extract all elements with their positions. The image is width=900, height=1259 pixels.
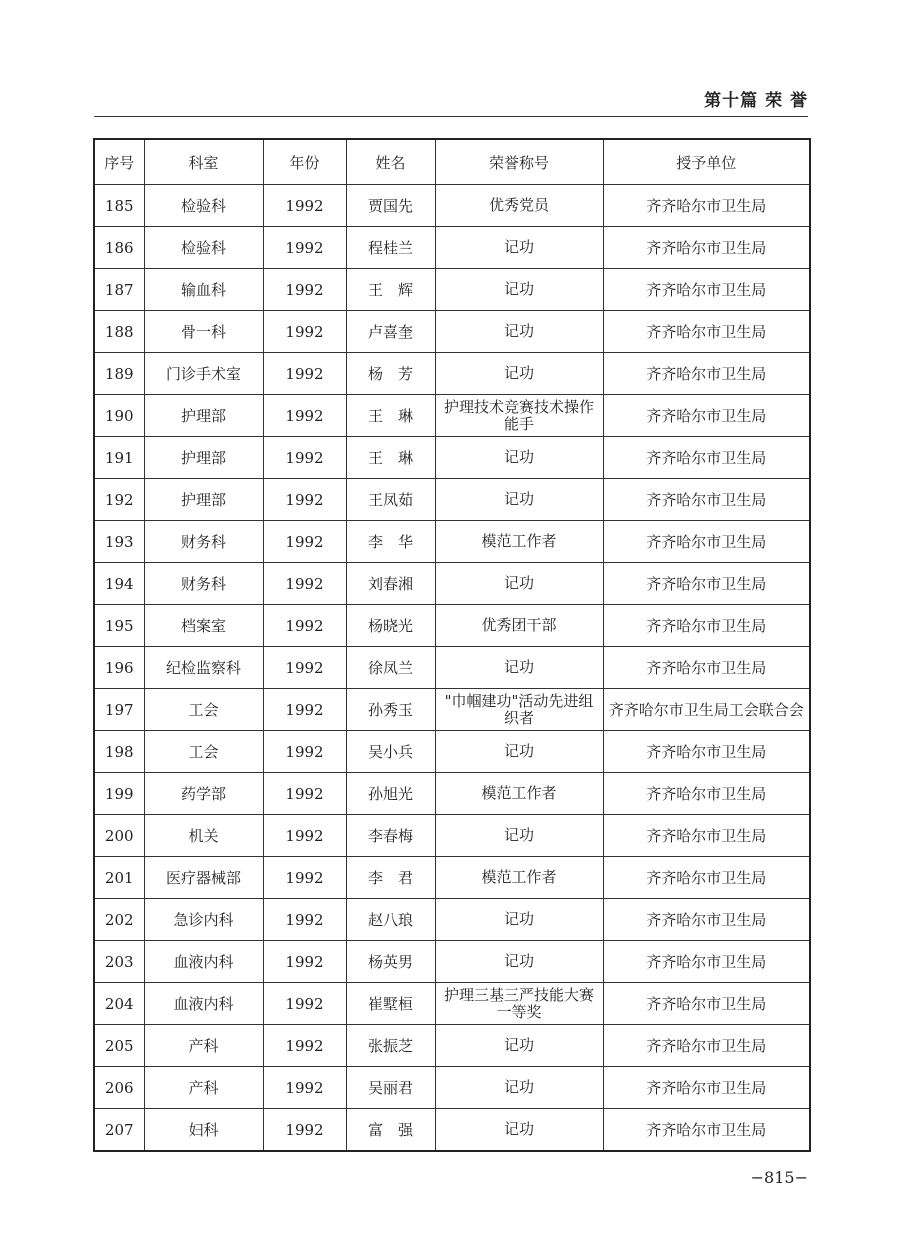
table-row xyxy=(94,857,810,899)
cell-index: 185 xyxy=(94,185,144,227)
cell-name: 崔墅桓 xyxy=(346,983,435,1025)
cell-name: 王 琳 xyxy=(346,437,435,479)
cell-index: 190 xyxy=(94,395,144,437)
table-row xyxy=(94,689,810,731)
cell-granting-unit: 齐齐哈尔市卫生局 xyxy=(603,227,810,269)
cell-name: 王 琳 xyxy=(346,395,435,437)
cell-honor-title: 记功 xyxy=(435,479,603,521)
cell-honor-title: "巾帼建功"活动先进组织者 xyxy=(435,689,603,731)
cell-name: 孙旭光 xyxy=(346,773,435,815)
cell-granting-unit: 齐齐哈尔市卫生局 xyxy=(603,983,810,1025)
cell-granting-unit: 齐齐哈尔市卫生局 xyxy=(603,647,810,689)
cell-index: 186 xyxy=(94,227,144,269)
cell-department: 护理部 xyxy=(144,437,263,479)
table-row xyxy=(94,227,810,269)
cell-department: 血液内科 xyxy=(144,941,263,983)
cell-honor-title: 记功 xyxy=(435,311,603,353)
cell-honor-title: 记功 xyxy=(435,647,603,689)
cell-name: 杨 芳 xyxy=(346,353,435,395)
cell-department: 输血科 xyxy=(144,269,263,311)
table-row xyxy=(94,899,810,941)
cell-granting-unit: 齐齐哈尔市卫生局 xyxy=(603,269,810,311)
table-row xyxy=(94,521,810,563)
cell-index: 196 xyxy=(94,647,144,689)
cell-honor-title: 记功 xyxy=(435,437,603,479)
col-header-name: 姓名 xyxy=(346,139,435,185)
table-row xyxy=(94,1025,810,1067)
cell-year: 1992 xyxy=(263,731,346,773)
cell-index: 200 xyxy=(94,815,144,857)
cell-honor-title: 记功 xyxy=(435,1109,603,1152)
cell-granting-unit: 齐齐哈尔市卫生局 xyxy=(603,521,810,563)
honors-table xyxy=(93,138,811,1152)
table-row xyxy=(94,353,810,395)
cell-granting-unit: 齐齐哈尔市卫生局 xyxy=(603,1067,810,1109)
cell-index: 205 xyxy=(94,1025,144,1067)
cell-honor-title: 模范工作者 xyxy=(435,773,603,815)
cell-name: 赵八琅 xyxy=(346,899,435,941)
cell-name: 李 君 xyxy=(346,857,435,899)
cell-year: 1992 xyxy=(263,1067,346,1109)
cell-name: 杨晓光 xyxy=(346,605,435,647)
col-header-year: 年份 xyxy=(263,139,346,185)
cell-honor-title: 优秀党员 xyxy=(435,185,603,227)
col-header-granting-unit: 授予单位 xyxy=(603,139,810,185)
cell-honor-title: 记功 xyxy=(435,941,603,983)
cell-year: 1992 xyxy=(263,395,346,437)
cell-year: 1992 xyxy=(263,227,346,269)
cell-granting-unit: 齐齐哈尔市卫生局 xyxy=(603,941,810,983)
table-row xyxy=(94,1067,810,1109)
cell-department: 检验科 xyxy=(144,227,263,269)
cell-honor-title: 护理三基三严技能大赛一等奖 xyxy=(435,983,603,1025)
chapter-header: 第十篇 荣 誉 xyxy=(704,91,808,111)
cell-year: 1992 xyxy=(263,815,346,857)
cell-department: 纪检监察科 xyxy=(144,647,263,689)
cell-department: 护理部 xyxy=(144,479,263,521)
cell-name: 王凤茹 xyxy=(346,479,435,521)
cell-honor-title: 记功 xyxy=(435,815,603,857)
cell-department: 急诊内科 xyxy=(144,899,263,941)
cell-honor-title: 记功 xyxy=(435,1025,603,1067)
cell-name: 孙秀玉 xyxy=(346,689,435,731)
table-row xyxy=(94,479,810,521)
table-row xyxy=(94,941,810,983)
cell-year: 1992 xyxy=(263,899,346,941)
cell-honor-title: 记功 xyxy=(435,563,603,605)
cell-name: 卢喜奎 xyxy=(346,311,435,353)
cell-year: 1992 xyxy=(263,521,346,563)
cell-granting-unit: 齐齐哈尔市卫生局 xyxy=(603,185,810,227)
cell-year: 1992 xyxy=(263,1109,346,1152)
cell-year: 1992 xyxy=(263,269,346,311)
cell-honor-title: 记功 xyxy=(435,353,603,395)
cell-year: 1992 xyxy=(263,605,346,647)
cell-name: 吴小兵 xyxy=(346,731,435,773)
table-row xyxy=(94,605,810,647)
cell-name: 李 华 xyxy=(346,521,435,563)
table-row xyxy=(94,1109,810,1152)
header-rule xyxy=(94,116,808,117)
cell-department: 血液内科 xyxy=(144,983,263,1025)
cell-granting-unit: 齐齐哈尔市卫生局 xyxy=(603,773,810,815)
cell-index: 197 xyxy=(94,689,144,731)
cell-granting-unit: 齐齐哈尔市卫生局 xyxy=(603,731,810,773)
table-row xyxy=(94,311,810,353)
cell-year: 1992 xyxy=(263,773,346,815)
cell-index: 191 xyxy=(94,437,144,479)
cell-name: 刘春湘 xyxy=(346,563,435,605)
cell-department: 骨一科 xyxy=(144,311,263,353)
cell-name: 吴丽君 xyxy=(346,1067,435,1109)
table-row xyxy=(94,563,810,605)
table-row xyxy=(94,269,810,311)
cell-granting-unit: 齐齐哈尔市卫生局工会联合会 xyxy=(603,689,810,731)
cell-name: 杨英男 xyxy=(346,941,435,983)
table-row xyxy=(94,815,810,857)
cell-granting-unit: 齐齐哈尔市卫生局 xyxy=(603,395,810,437)
cell-index: 194 xyxy=(94,563,144,605)
cell-year: 1992 xyxy=(263,437,346,479)
cell-index: 201 xyxy=(94,857,144,899)
cell-honor-title: 记功 xyxy=(435,731,603,773)
cell-index: 195 xyxy=(94,605,144,647)
cell-name: 程桂兰 xyxy=(346,227,435,269)
cell-granting-unit: 齐齐哈尔市卫生局 xyxy=(603,815,810,857)
cell-granting-unit: 齐齐哈尔市卫生局 xyxy=(603,605,810,647)
cell-year: 1992 xyxy=(263,983,346,1025)
cell-name: 张振芝 xyxy=(346,1025,435,1067)
cell-granting-unit: 齐齐哈尔市卫生局 xyxy=(603,479,810,521)
cell-honor-title: 优秀团干部 xyxy=(435,605,603,647)
cell-honor-title: 记功 xyxy=(435,899,603,941)
cell-index: 202 xyxy=(94,899,144,941)
cell-granting-unit: 齐齐哈尔市卫生局 xyxy=(603,1109,810,1152)
table-row xyxy=(94,185,810,227)
table-row xyxy=(94,647,810,689)
cell-year: 1992 xyxy=(263,563,346,605)
cell-index: 203 xyxy=(94,941,144,983)
table-row xyxy=(94,983,810,1025)
cell-granting-unit: 齐齐哈尔市卫生局 xyxy=(603,1025,810,1067)
cell-honor-title: 模范工作者 xyxy=(435,521,603,563)
cell-index: 206 xyxy=(94,1067,144,1109)
col-header-index: 序号 xyxy=(94,139,144,185)
cell-year: 1992 xyxy=(263,647,346,689)
cell-honor-title: 记功 xyxy=(435,227,603,269)
cell-index: 204 xyxy=(94,983,144,1025)
cell-department: 财务科 xyxy=(144,563,263,605)
cell-department: 药学部 xyxy=(144,773,263,815)
cell-year: 1992 xyxy=(263,479,346,521)
cell-name: 王 辉 xyxy=(346,269,435,311)
cell-name: 贾国先 xyxy=(346,185,435,227)
cell-honor-title: 记功 xyxy=(435,269,603,311)
cell-index: 207 xyxy=(94,1109,144,1152)
cell-honor-title: 记功 xyxy=(435,1067,603,1109)
cell-honor-title: 模范工作者 xyxy=(435,857,603,899)
page-number: −815− xyxy=(750,1168,808,1187)
cell-year: 1992 xyxy=(263,857,346,899)
cell-index: 193 xyxy=(94,521,144,563)
cell-index: 187 xyxy=(94,269,144,311)
cell-department: 门诊手术室 xyxy=(144,353,263,395)
cell-index: 188 xyxy=(94,311,144,353)
cell-department: 产科 xyxy=(144,1067,263,1109)
cell-year: 1992 xyxy=(263,1025,346,1067)
cell-index: 192 xyxy=(94,479,144,521)
cell-department: 妇科 xyxy=(144,1109,263,1152)
cell-granting-unit: 齐齐哈尔市卫生局 xyxy=(603,899,810,941)
cell-department: 档案室 xyxy=(144,605,263,647)
cell-department: 医疗器械部 xyxy=(144,857,263,899)
cell-granting-unit: 齐齐哈尔市卫生局 xyxy=(603,311,810,353)
col-header-department: 科室 xyxy=(144,139,263,185)
cell-department: 工会 xyxy=(144,689,263,731)
cell-year: 1992 xyxy=(263,311,346,353)
table-row xyxy=(94,731,810,773)
cell-year: 1992 xyxy=(263,941,346,983)
cell-index: 199 xyxy=(94,773,144,815)
cell-year: 1992 xyxy=(263,689,346,731)
cell-department: 财务科 xyxy=(144,521,263,563)
cell-granting-unit: 齐齐哈尔市卫生局 xyxy=(603,353,810,395)
cell-year: 1992 xyxy=(263,185,346,227)
table-header-row xyxy=(94,139,810,185)
cell-department: 工会 xyxy=(144,731,263,773)
cell-department: 护理部 xyxy=(144,395,263,437)
table-row xyxy=(94,437,810,479)
cell-index: 198 xyxy=(94,731,144,773)
cell-granting-unit: 齐齐哈尔市卫生局 xyxy=(603,857,810,899)
cell-department: 检验科 xyxy=(144,185,263,227)
col-header-honor-title: 荣誉称号 xyxy=(435,139,603,185)
cell-index: 189 xyxy=(94,353,144,395)
cell-department: 机关 xyxy=(144,815,263,857)
table-row xyxy=(94,395,810,437)
table-row xyxy=(94,773,810,815)
cell-granting-unit: 齐齐哈尔市卫生局 xyxy=(603,437,810,479)
cell-honor-title: 护理技术竞赛技术操作能手 xyxy=(435,395,603,437)
cell-name: 李春梅 xyxy=(346,815,435,857)
cell-name: 徐凤兰 xyxy=(346,647,435,689)
cell-department: 产科 xyxy=(144,1025,263,1067)
cell-granting-unit: 齐齐哈尔市卫生局 xyxy=(603,563,810,605)
cell-year: 1992 xyxy=(263,353,346,395)
cell-name: 富 强 xyxy=(346,1109,435,1152)
